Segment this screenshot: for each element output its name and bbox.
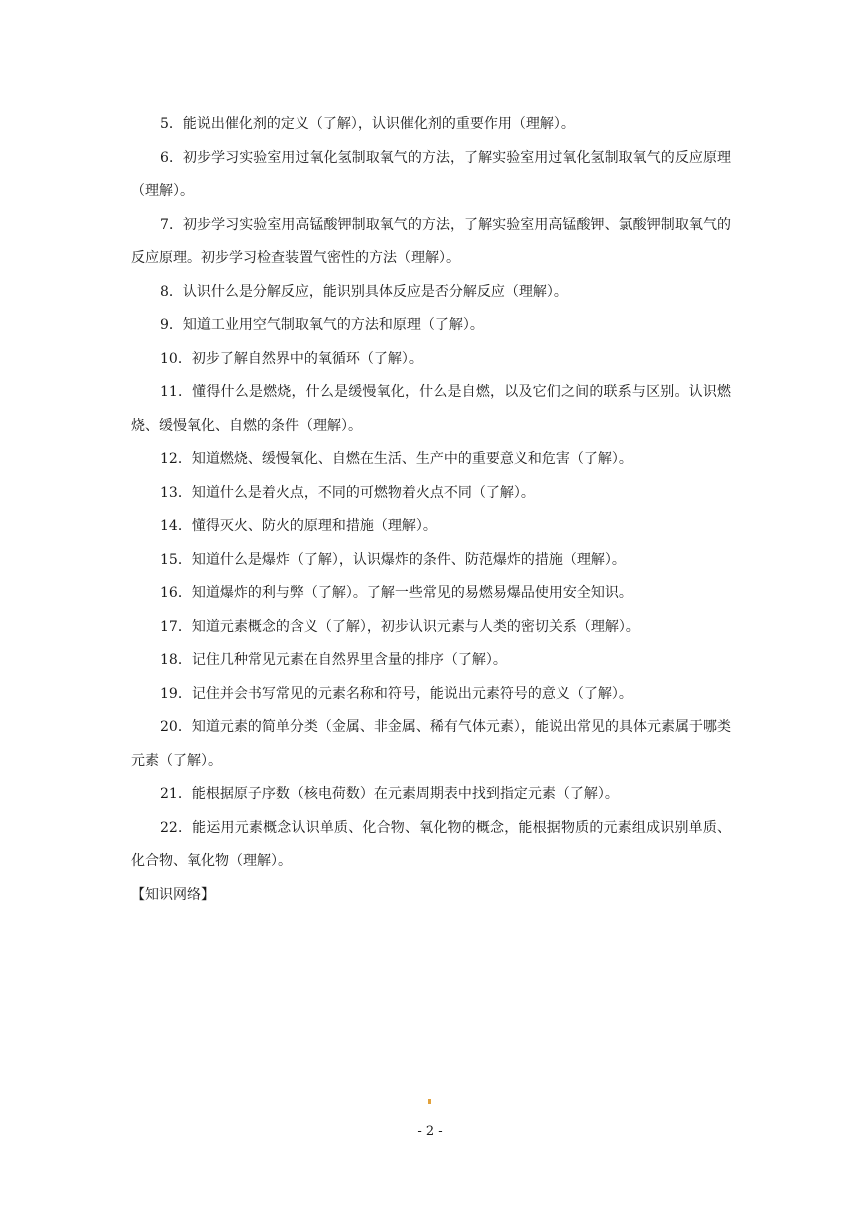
list-item: 22．能运用元素概念认识单质、化合物、氧化物的概念，能根据物质的元素组成识别单质、化合物、氧化物（理解）。 [131, 819, 731, 869]
list-item: 9．知道工业用空气制取氧气的方法和原理（了解）。 [160, 317, 484, 333]
page-number: - 2 - [417, 1124, 443, 1139]
dot-mark [428, 1099, 431, 1104]
list-item: 7．初步学习实验室用高锰酸钾制取氧气的方法，了解实验室用高锰酸钾、氯酸钾制取氧气的反应原理。初步学习检查装置气密性的方法（理解）。 [131, 216, 731, 266]
list-item: 19．记住并会书写常见的元素名称和符号，能说出元素符号的意义（了解）。 [160, 685, 633, 702]
list-item: 5．能说出催化剂的定义（了解），认识催化剂的重要作用（理解）。 [160, 116, 575, 132]
section-heading: 【知识网络】 [131, 886, 215, 903]
list-item: 14．懂得灭火、防火的原理和措施（理解）。 [160, 518, 437, 534]
list-item: 11．懂得什么是燃烧，什么是缓慢氧化，什么是自燃，以及它们之间的联系与区别。认识燃烧、缓慢氧化、自燃的条件（理解）。 [131, 384, 731, 434]
list-item: 17．知道元素概念的含义（了解），初步认识元素与人类的密切关系（理解）。 [160, 618, 640, 635]
list-item: 6．初步学习实验室用过氧化氢制取氧气的方法，了解实验室用过氧化氢制取氧气的反应原理（理解）。 [131, 149, 731, 199]
list-item: 20．知道元素的简单分类（金属、非金属、稀有气体元素），能说出常见的具体元素属于哪类元素（了解）。 [131, 719, 731, 769]
list-item: 12．知道燃烧、缓慢氧化、自燃在生活、生产中的重要意义和危害（了解）。 [160, 451, 633, 467]
list-item: 8．认识什么是分解反应，能识别具体反应是否分解反应（理解）。 [160, 283, 568, 300]
list-item: 15．知道什么是爆炸（了解），认识爆炸的条件、防范爆炸的措施（理解）。 [160, 551, 626, 568]
list-item: 13．知道什么是着火点，不同的可燃物着火点不同（了解）。 [160, 484, 535, 501]
list-item: 18．记住几种常见元素在自然界里含量的排序（了解）。 [160, 652, 507, 668]
page-content [131, 108, 731, 912]
list-item: 16．知道爆炸的利与弊（了解）。了解一些常见的易燃易爆品使用安全知识。 [160, 585, 633, 601]
list-item: 21．能根据原子序数（核电荷数）在元素周期表中找到指定元素（了解）。 [160, 786, 619, 802]
list-item: 10．初步了解自然界中的氧循环（了解）。 [160, 350, 423, 367]
